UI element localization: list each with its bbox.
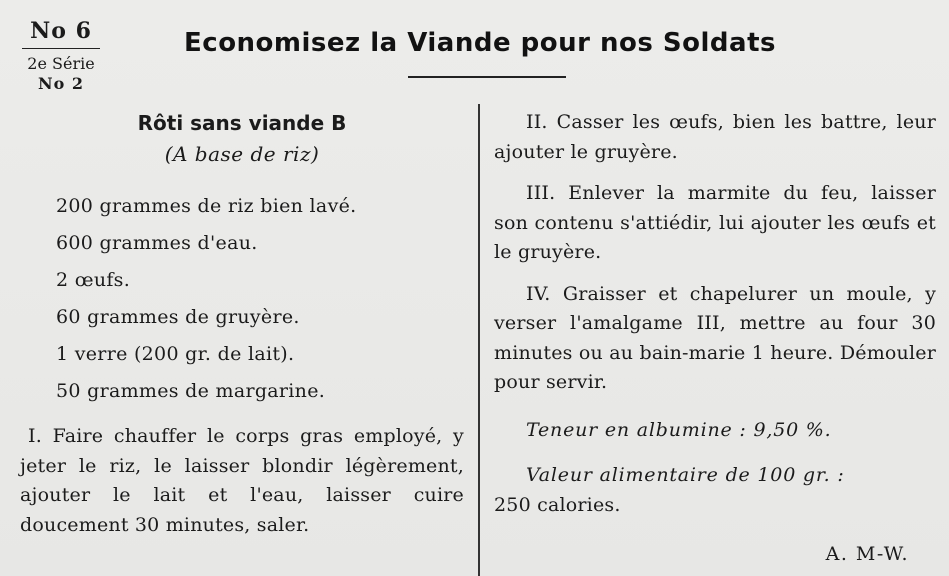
nutritional-value-label: Valeur alimentaire de 100 gr. : [526, 464, 845, 486]
left-column [20, 108, 464, 540]
issue-numbering [18, 18, 104, 94]
step-3-text: III. Enlever la marmite du feu, laisser son contenu s'attiédir, lui ajouter les œufs et le gruyère. [494, 182, 936, 263]
issue-number: No 6 [30, 18, 92, 44]
step-2-text: II. Casser les œufs, bien les battre, leur ajouter le gruyère. [494, 111, 936, 163]
title-underline [408, 76, 566, 78]
step-4 [494, 280, 936, 398]
step-3 [494, 179, 936, 268]
author-signature: A. M-W. [825, 543, 909, 565]
column-divider [478, 104, 480, 576]
recipe-subtitle: (A base de riz) [164, 142, 320, 166]
step-4-text: IV. Graisser et chapelurer un moule, y verser l'amalgame III, mettre au four 30 minutes ou au bain-marie 1 heure. Démouler pour servir. [494, 282, 936, 393]
ingredient-item: 200 grammes de riz bien lavé. [56, 195, 357, 217]
issue-number-rule [22, 48, 100, 49]
recipe-title: Rôti sans viande B [137, 111, 347, 135]
step-2 [494, 108, 936, 167]
series-label: 2e Série [27, 54, 95, 73]
ingredient-item: 2 œufs. [56, 269, 131, 291]
page-title: Economisez la Viande pour nos Soldats [184, 28, 776, 58]
series-number: No 2 [38, 74, 84, 93]
right-column [494, 108, 936, 520]
ingredient-item: 60 grammes de gruyère. [56, 306, 300, 328]
albumin-content: Teneur en albumine : 9,50 %. [526, 418, 832, 441]
nutritional-value: 250 calories. [494, 493, 621, 516]
ingredient-item: 600 grammes d'eau. [56, 232, 258, 254]
step-1-text: I. Faire chauffer le corps gras employé, y jeter le riz, le laisser blondir légèrement, ajouter le lait et l'eau, laisser cuire doucement 30 minutes, saler. [20, 425, 464, 536]
ingredient-item: 50 grammes de margarine. [56, 380, 326, 402]
step-1 [20, 422, 464, 540]
ingredient-item: 1 verre (200 gr. de lait). [56, 343, 295, 365]
ingredient-list [20, 188, 464, 410]
